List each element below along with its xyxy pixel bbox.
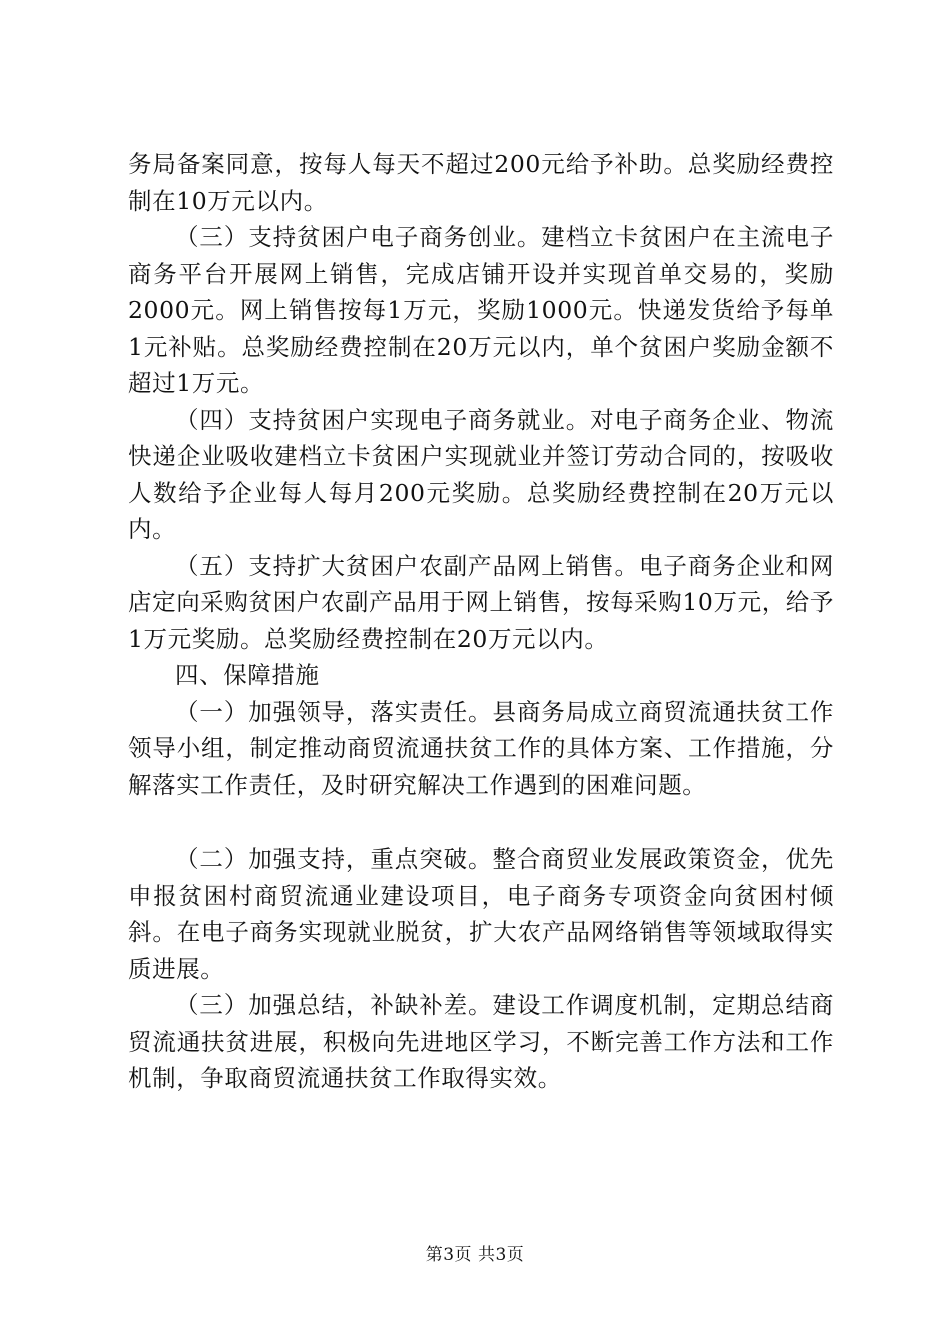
document-body — [128, 146, 834, 1097]
paragraph-measure-3: （三）加强总结，补缺补差。建设工作调度机制，定期总结商贸流通扶贫进展，积极向先进地区学习，不断完善工作方法和工作机制，争取商贸流通扶贫工作取得实效。 — [128, 991, 834, 1092]
paragraph-gap — [128, 803, 834, 841]
paragraph-item-5: （五）支持扩大贫困户农副产品网上销售。电子商务企业和网店定向采购贫困户农副产品用于网上销售，按每采购10万元，给予1万元奖励。总奖励经费控制在20万元以内。 — [128, 551, 834, 653]
paragraph-measure-1: （一）加强领导，落实责任。县商务局成立商贸流通扶贫工作领导小组，制定推动商贸流通扶贫工作的具体方案、工作措施，分解落实工作责任，及时研究解决工作遇到的困难问题。 — [128, 697, 834, 799]
section-heading: 四、保障措施 — [175, 661, 320, 689]
paragraph-continuation: 务局备案同意，按每人每天不超过200元给予补助。总奖励经费控制在10万元以内。 — [128, 150, 834, 215]
paragraph-item-4: （四）支持贫困户实现电子商务就业。对电子商务企业、物流快递企业吸收建档立卡贫困户实现就业并签订劳动合同的，按吸收人数给予企业每人每月200元奖励。总奖励经费控制在20万元以内。 — [128, 405, 834, 543]
paragraph-measure-2: （二）加强支持，重点突破。整合商贸业发展政策资金，优先申报贫困村商贸流通业建设项目，电子商务专项资金向贫困村倾斜。在电子商务实现就业脱贫，扩大农产品网络销售等领域取得实质进展。 — [128, 845, 834, 983]
paragraph-item-3: （三）支持贫困户电子商务创业。建档立卡贫困户在主流电子商务平台开展网上销售，完成店铺开设并实现首单交易的，奖励2000元。网上销售按每1万元，奖励1000元。快递发货给予每单1元补贴。总奖励经费控制在20万元以内，单个贫困户奖励金额不超过1万元。 — [128, 223, 834, 397]
page-footer: 第3页 共3页 — [425, 1245, 525, 1265]
